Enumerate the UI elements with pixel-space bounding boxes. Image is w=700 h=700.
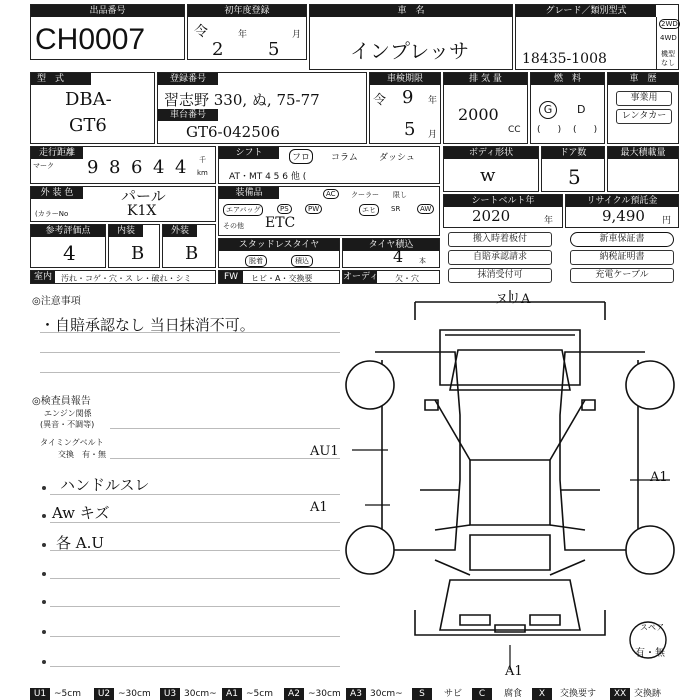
notes-title: ◎注意事項 (32, 296, 81, 307)
seatbelt-label: シートベルト年 (444, 195, 562, 207)
bullet (42, 543, 46, 547)
bullet (42, 572, 46, 576)
legend-value: 腐食 (504, 689, 523, 699)
fuel-paren-1: ( ) (537, 125, 562, 135)
fuel-label: 燃 料 (531, 73, 604, 85)
color-code-label: (カラーNo (35, 210, 69, 218)
rule (50, 636, 340, 637)
car-name-label: 車 名 (310, 5, 512, 17)
diagram-side-label-2: A1 (310, 500, 328, 515)
interior-notes-row (30, 270, 216, 284)
fw-row (218, 270, 340, 284)
roof (470, 460, 550, 525)
exterior-value: B (185, 243, 199, 264)
fuel-g: G (539, 101, 557, 119)
recycle-value: 9,490 (602, 207, 645, 225)
fw-notes: ヒビ・A・交換要 (251, 274, 313, 283)
lot-label: 出品番号 (31, 5, 184, 17)
capacity-box (607, 146, 679, 192)
inspect-era: 令 (373, 93, 387, 108)
disp-value: 2000 (458, 105, 499, 124)
fuel-paren-2: ( ) (573, 125, 598, 135)
legend-value: 30cm~ (370, 689, 403, 699)
rule (110, 458, 340, 459)
interior-value: B (131, 243, 145, 264)
history-rental: レンタカー (616, 109, 672, 124)
inspect-year-unit: 年 (428, 96, 438, 106)
equip-box (218, 186, 440, 236)
chassis-value: GT6-042506 (186, 123, 280, 141)
legend-value: サビ (444, 689, 463, 699)
color-label: 外 装 色 (31, 187, 83, 199)
drive-2wd: 2WD (661, 20, 678, 28)
body-label: ボディ形状 (444, 147, 538, 159)
equip-other-value: ETC (265, 215, 296, 231)
inspector-item-1: ハンドルスレ (60, 476, 150, 494)
fuel-box (530, 72, 605, 144)
legend-key: XX (610, 688, 630, 700)
legend-key: A2 (284, 688, 304, 700)
interior-box (108, 224, 160, 268)
equip-ehi: エヒ (359, 204, 379, 216)
reg-box (157, 72, 367, 144)
legend-key: S (412, 688, 432, 700)
diagram-bottom-label: A1 (505, 664, 523, 679)
color-value: パール (121, 187, 166, 205)
month-value: 5 (268, 39, 280, 60)
studless-load: 積込 (291, 255, 313, 267)
equip-airbag: エアバッグ (223, 204, 263, 216)
wheel-front-right (626, 361, 674, 409)
seatbelt-value: 2020 (472, 207, 511, 225)
month-unit: 月 (292, 30, 302, 40)
body-value: w (480, 165, 496, 186)
reg-value: 習志野 330, ぬ, 75-77 (164, 91, 320, 109)
mileage-digit: 4 (153, 157, 165, 178)
doors-box (541, 146, 605, 192)
lot-box (30, 4, 185, 60)
timing-label: タイミングベルト (40, 438, 104, 447)
doors-label: ドア数 (542, 147, 604, 159)
inspect-year: 9 (402, 87, 414, 108)
interior-notes-label: 室内 (31, 271, 55, 283)
spare-value: 有・無 (635, 648, 665, 659)
disp-label: 排 気 量 (444, 73, 527, 85)
inspector-item-2: Aw キズ (52, 504, 110, 522)
rule (50, 578, 340, 579)
mileage-digit: 6 (131, 157, 143, 178)
mileage-digit: 4 (175, 157, 187, 178)
legend-key: A3 (346, 688, 366, 700)
diagram-right-label: A1 (650, 470, 668, 485)
history-label: 車 歴 (608, 73, 678, 85)
tire-label: タイヤ積込 (343, 239, 439, 251)
interior-notes: 汚れ・コゲ・穴・ス レ・破れ・シミ (61, 274, 192, 283)
model-label: 型 式 (31, 73, 91, 85)
drive-column (656, 17, 678, 69)
mileage-unit-bot: km (197, 169, 208, 177)
disp-unit: CC (508, 125, 521, 135)
model-line-1: DBA- (65, 89, 112, 110)
legend-key: X (532, 688, 552, 700)
bullet (42, 600, 46, 604)
interior-label: 内装 (109, 225, 143, 237)
shift-label: シフト (219, 147, 279, 159)
legend-value: 交換跡 (634, 689, 662, 699)
eval-value: 4 (63, 241, 76, 265)
eval-label: 参考評価点 (31, 225, 105, 237)
seatbelt-unit: 年 (544, 216, 554, 226)
doc-button-3: 抹消受付可 (448, 268, 552, 283)
chassis-label: 車台番号 (158, 109, 218, 121)
shift-row2: AT・MT 4 5 6 他 ( (229, 172, 307, 182)
windshield (450, 350, 570, 390)
legend-value: ~5cm (54, 689, 81, 699)
spare-label: スペア (640, 623, 664, 632)
eval-box (30, 224, 106, 268)
legend-value: ~5cm (246, 689, 273, 699)
inspector-item-3: 各 A.U (56, 534, 105, 552)
legend-key: U3 (160, 688, 180, 700)
studless-box (218, 238, 340, 268)
rule (40, 352, 340, 353)
rule (50, 550, 340, 551)
mileage-digit: 9 (87, 157, 99, 178)
drive-none-1: 機型 (661, 50, 675, 58)
doc-button-6: 充電ケーブル (570, 268, 674, 283)
equip-pw: PW (305, 204, 322, 214)
mileage-unit-top: 千 (199, 156, 206, 164)
shift-floor: フロ (289, 149, 313, 164)
first-reg-box (187, 4, 307, 60)
shift-dash: ダッシュ (379, 153, 415, 163)
bullet (42, 630, 46, 634)
legend-key: U1 (30, 688, 50, 700)
hood (440, 330, 580, 385)
doc-button-2: 自賠承認請求 (448, 250, 552, 265)
doc-button-1: 搬入時着板付 (448, 232, 552, 247)
exterior-box (162, 224, 216, 268)
color-code: K1X (127, 203, 157, 219)
equip-aw: AW (417, 204, 434, 214)
diagram-side-label-1: AU1 (310, 444, 339, 459)
equip-other-1: 限し (393, 191, 407, 199)
fw-label: FW (219, 271, 243, 283)
legend-key: C (472, 688, 492, 700)
year-unit: 年 (238, 30, 248, 40)
model-box (30, 72, 155, 144)
inspect-month: 5 (404, 119, 416, 140)
wheel-front-left (346, 361, 394, 409)
doc-button-5: 納税証明書 (570, 250, 674, 265)
bullet (42, 486, 46, 490)
wheel-rear-left (346, 526, 394, 574)
audio-row (342, 270, 440, 284)
studless-label: スタッドレスタイヤ (219, 239, 339, 251)
equip-label: 装備品 (219, 187, 279, 199)
history-box (607, 72, 679, 144)
tire-value: 4 (393, 247, 404, 266)
rule (50, 666, 340, 667)
body-box (443, 146, 539, 192)
tire-unit: 本 (419, 257, 426, 265)
legend-value: ~30cm (308, 689, 341, 699)
rule (50, 494, 340, 495)
equip-ac: AC (323, 189, 339, 199)
mileage-digit-row (83, 147, 195, 183)
doors-value: 5 (568, 165, 581, 189)
mileage-digit: 8 (109, 157, 121, 178)
equip-ps: PS (277, 204, 292, 214)
studless-remove: 脱着 (245, 255, 267, 267)
tailgate (440, 580, 580, 630)
car-diagram (330, 290, 690, 685)
drive-4wd: 4WD (660, 34, 677, 42)
legend-value: 交換要す (560, 689, 597, 699)
equip-cooler: クーラー (351, 191, 379, 199)
legend-value: 30cm~ (184, 689, 217, 699)
equip-other-label: その他 (223, 222, 244, 230)
grade-value: 18435-1008 (522, 51, 607, 67)
seatbelt-box (443, 194, 563, 228)
lot-number: CH0007 (35, 23, 146, 56)
recycle-label: リサイクル預託金 (566, 195, 678, 207)
audio-label: オーディオ (343, 272, 388, 282)
history-commercial: 事業用 (616, 91, 672, 106)
legend-value: ~30cm (118, 689, 151, 699)
legend-key: A1 (222, 688, 242, 700)
equip-sr: SR (391, 205, 401, 213)
inspect-box (369, 72, 441, 144)
car-name-value: インプレッサ (350, 39, 469, 63)
inspect-month-unit: 月 (428, 130, 438, 140)
year-value: 2 (212, 39, 224, 60)
recycle-box (565, 194, 679, 228)
engine-label: エンジン関係 (44, 409, 92, 418)
notes-line-1: ・自賠承認なし 当日抹消不可。 (40, 316, 255, 334)
engine-sub: (異音・不調等) (40, 420, 95, 429)
legend-key: U2 (94, 688, 114, 700)
rule (50, 522, 340, 523)
mileage-sub: マーク (33, 162, 54, 170)
bullet (42, 660, 46, 664)
reg-label: 登録番号 (158, 73, 218, 85)
wheel-rear-right (626, 526, 674, 574)
shift-box (218, 146, 440, 184)
mileage-box (30, 146, 216, 184)
grade-box (515, 4, 679, 70)
inspect-label: 車検期限 (370, 73, 440, 85)
inspector-title: ◎検査員報告 (32, 396, 91, 407)
color-box (30, 186, 216, 222)
doc-button-4: 新車保証書 (570, 232, 674, 247)
rule (40, 332, 340, 333)
year-era: 令 (194, 24, 208, 40)
bullet (42, 514, 46, 518)
audio-notes: 欠・穴 (395, 274, 419, 283)
diagram-top-label: ヌリA (495, 292, 531, 307)
model-line-2: GT6 (69, 115, 107, 136)
disp-box (443, 72, 528, 144)
grade-label: グレード／類別型式 (516, 5, 656, 17)
timing-sub: 交換 有・無 (58, 450, 106, 459)
rule (40, 372, 340, 373)
rule (110, 428, 340, 429)
car-name-box (309, 4, 513, 70)
fuel-d: D (577, 103, 586, 116)
first-reg-label: 初年度登録 (188, 5, 306, 17)
capacity-label: 最大積載量 (608, 147, 678, 159)
recycle-unit: 円 (662, 216, 672, 226)
rear-window (470, 535, 550, 570)
exterior-label: 外装 (163, 225, 197, 237)
tire-box (342, 238, 440, 268)
shift-column: コラム (331, 153, 358, 163)
rule (50, 606, 340, 607)
mileage-label: 走行距離 (31, 147, 83, 159)
drive-none-2: なし (661, 59, 675, 67)
